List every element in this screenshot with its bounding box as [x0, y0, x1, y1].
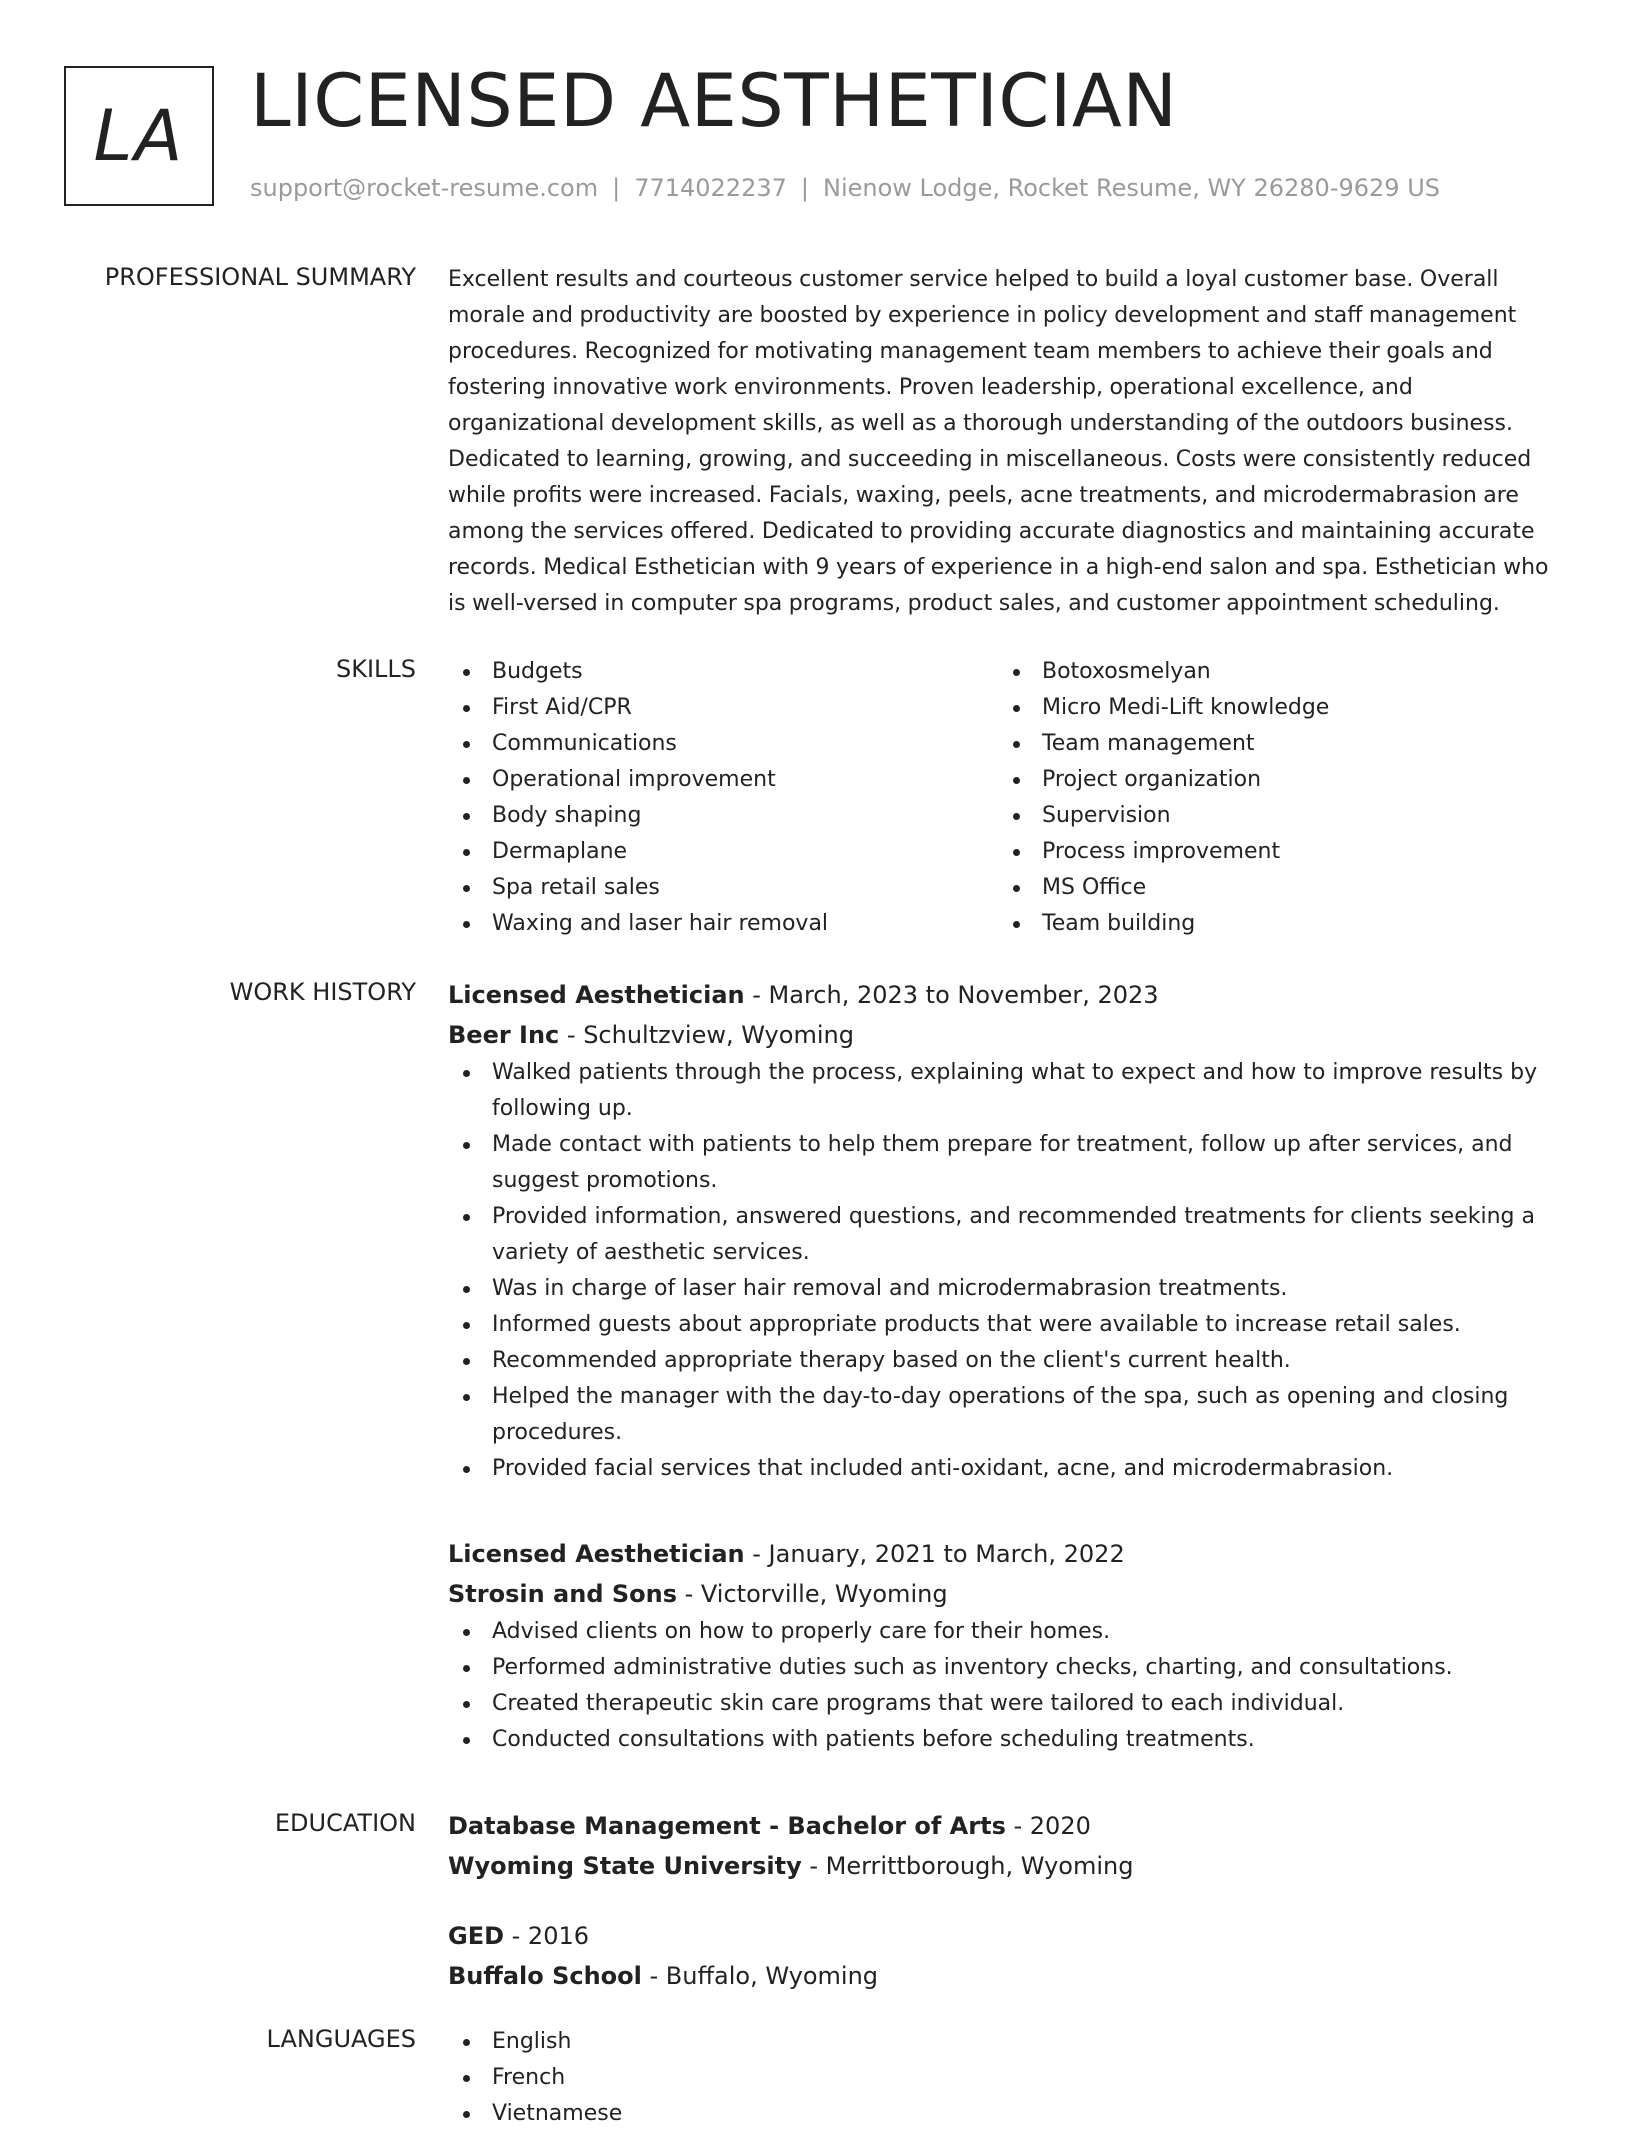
duty-item: Created therapeutic skin care programs that were tailored to each individual. [448, 1686, 1558, 1722]
job-duties [448, 1055, 1558, 1487]
job-entry [448, 975, 1558, 1487]
contact-address: Nienow Lodge, Rocket Resume, WY 26280-9629 US [822, 174, 1440, 202]
job-company-line [448, 1015, 1558, 1055]
job-role-line [448, 975, 1558, 1015]
duty-item: Provided information, answered questions, and recommended treatments for clients seeking a variety of aesthetic services. [448, 1199, 1558, 1271]
skill-item: Body shaping [448, 798, 998, 834]
skill-item: Process improvement [998, 834, 1548, 870]
section-title-languages: LANGUAGES [266, 2025, 416, 2053]
skill-item: First Aid/CPR [448, 690, 998, 726]
resume-title: LICENSED AESTHETICIAN [250, 59, 1178, 144]
duty-item: Conducted consultations with patients before scheduling treatments. [448, 1722, 1558, 1758]
duty-item: Provided facial services that included anti-oxidant, acne, and microdermabrasion. [448, 1451, 1558, 1487]
education-entry [448, 1806, 1558, 1886]
language-item: English [448, 2024, 1558, 2060]
degree: Database Management - Bachelor of Arts [448, 1812, 1006, 1840]
skill-item: Supervision [998, 798, 1548, 834]
degree-year: - 2016 [504, 1922, 590, 1950]
duty-item: Performed administrative duties such as inventory checks, charting, and consultations. [448, 1650, 1558, 1686]
job-company: Beer Inc [448, 1021, 560, 1049]
skills-list-right [998, 654, 1548, 942]
skill-item: Team building [998, 906, 1548, 942]
degree-year: - 2020 [1005, 1812, 1091, 1840]
job-company: Strosin and Sons [448, 1580, 677, 1608]
summary-text: Excellent results and courteous customer service helped to build a loyal customer base. Overall morale and productivity are boosted by experience in policy development and staff management procedures. Recognized for motivating management team members to achieve their goals and fostering innovative work environments. Proven leadership, operational excellence, and organizational development skills, as well as a thorough understanding of the outdoors business. Dedicated to learning, growing, and succeeding in miscellaneous. Costs were consistently reduced while profits were increased. Facials, waxing, peels, acne treatments, and microdermabrasion are among the services offered. Dedicated to providing accurate diagnostics and maintaining accurate records. Medical Esthetician with 9 years of experience in a high-end salon and spa. Esthetician who is well-versed in computer spa programs, product sales, and customer appointment scheduling. [448, 267, 1549, 616]
school: Wyoming State University [448, 1852, 802, 1880]
skill-item: Team management [998, 726, 1548, 762]
skill-item: Operational improvement [448, 762, 998, 798]
school-location: - Merrittborough, Wyoming [801, 1852, 1134, 1880]
section-title-summary: PROFESSIONAL SUMMARY [104, 263, 416, 291]
job-duties [448, 1614, 1558, 1758]
degree-line [448, 1916, 1558, 1956]
duty-item: Informed guests about appropriate products that were available to increase retail sales. [448, 1307, 1558, 1343]
job-location: - Schultzview, Wyoming [559, 1021, 854, 1049]
duty-item: Was in charge of laser hair removal and microdermabrasion treatments. [448, 1271, 1558, 1307]
section-title-skills: SKILLS [335, 655, 416, 683]
school-line [448, 1956, 1558, 1996]
job-location: - Victorville, Wyoming [677, 1580, 948, 1608]
section-title-education: EDUCATION [274, 1809, 416, 1837]
section-title-work: WORK HISTORY [229, 978, 416, 1006]
school-location: - Buffalo, Wyoming [641, 1962, 879, 1990]
skills-list-left [448, 654, 998, 942]
skill-item: Project organization [998, 762, 1548, 798]
monogram-initials: LA [93, 95, 185, 177]
degree: GED [448, 1922, 505, 1950]
language-item: French [448, 2060, 1558, 2096]
contact-email[interactable]: support@rocket-resume.com [250, 174, 599, 202]
contact-separator: | [800, 174, 809, 202]
contact-phone[interactable]: 7714022237 [634, 174, 787, 202]
language-item: Vietnamese [448, 2096, 1558, 2132]
skill-item: Botoxosmelyan [998, 654, 1548, 690]
duty-item: Recommended appropriate therapy based on the client's current health. [448, 1343, 1558, 1379]
languages-list [448, 2024, 1558, 2132]
skill-item: Waxing and laser hair removal [448, 906, 998, 942]
skill-item: Dermaplane [448, 834, 998, 870]
degree-line [448, 1806, 1558, 1846]
job-dates: - March, 2023 to November, 2023 [744, 981, 1159, 1009]
job-company-line [448, 1574, 1558, 1614]
skill-item: Micro Medi-Lift knowledge [998, 690, 1548, 726]
school-line [448, 1846, 1558, 1886]
contact-separator: | [612, 174, 621, 202]
job-role-line [448, 1534, 1558, 1574]
duty-item: Made contact with patients to help them prepare for treatment, follow up after services, and suggest promotions. [448, 1127, 1558, 1199]
monogram-box [64, 66, 214, 206]
job-dates: - January, 2021 to March, 2022 [744, 1540, 1125, 1568]
contact-line [250, 174, 1440, 202]
skill-item: Budgets [448, 654, 998, 690]
skill-item: Spa retail sales [448, 870, 998, 906]
skill-item: MS Office [998, 870, 1548, 906]
education-entry [448, 1916, 1558, 1996]
duty-item: Advised clients on how to properly care for their homes. [448, 1614, 1558, 1650]
job-role: Licensed Aesthetician [448, 981, 745, 1009]
school: Buffalo School [448, 1962, 642, 1990]
job-role: Licensed Aesthetician [448, 1540, 745, 1568]
duty-item: Walked patients through the process, explaining what to expect and how to improve results by following up. [448, 1055, 1558, 1127]
job-entry [448, 1534, 1558, 1758]
duty-item: Helped the manager with the day-to-day operations of the spa, such as opening and closing procedures. [448, 1379, 1558, 1451]
skill-item: Communications [448, 726, 998, 762]
